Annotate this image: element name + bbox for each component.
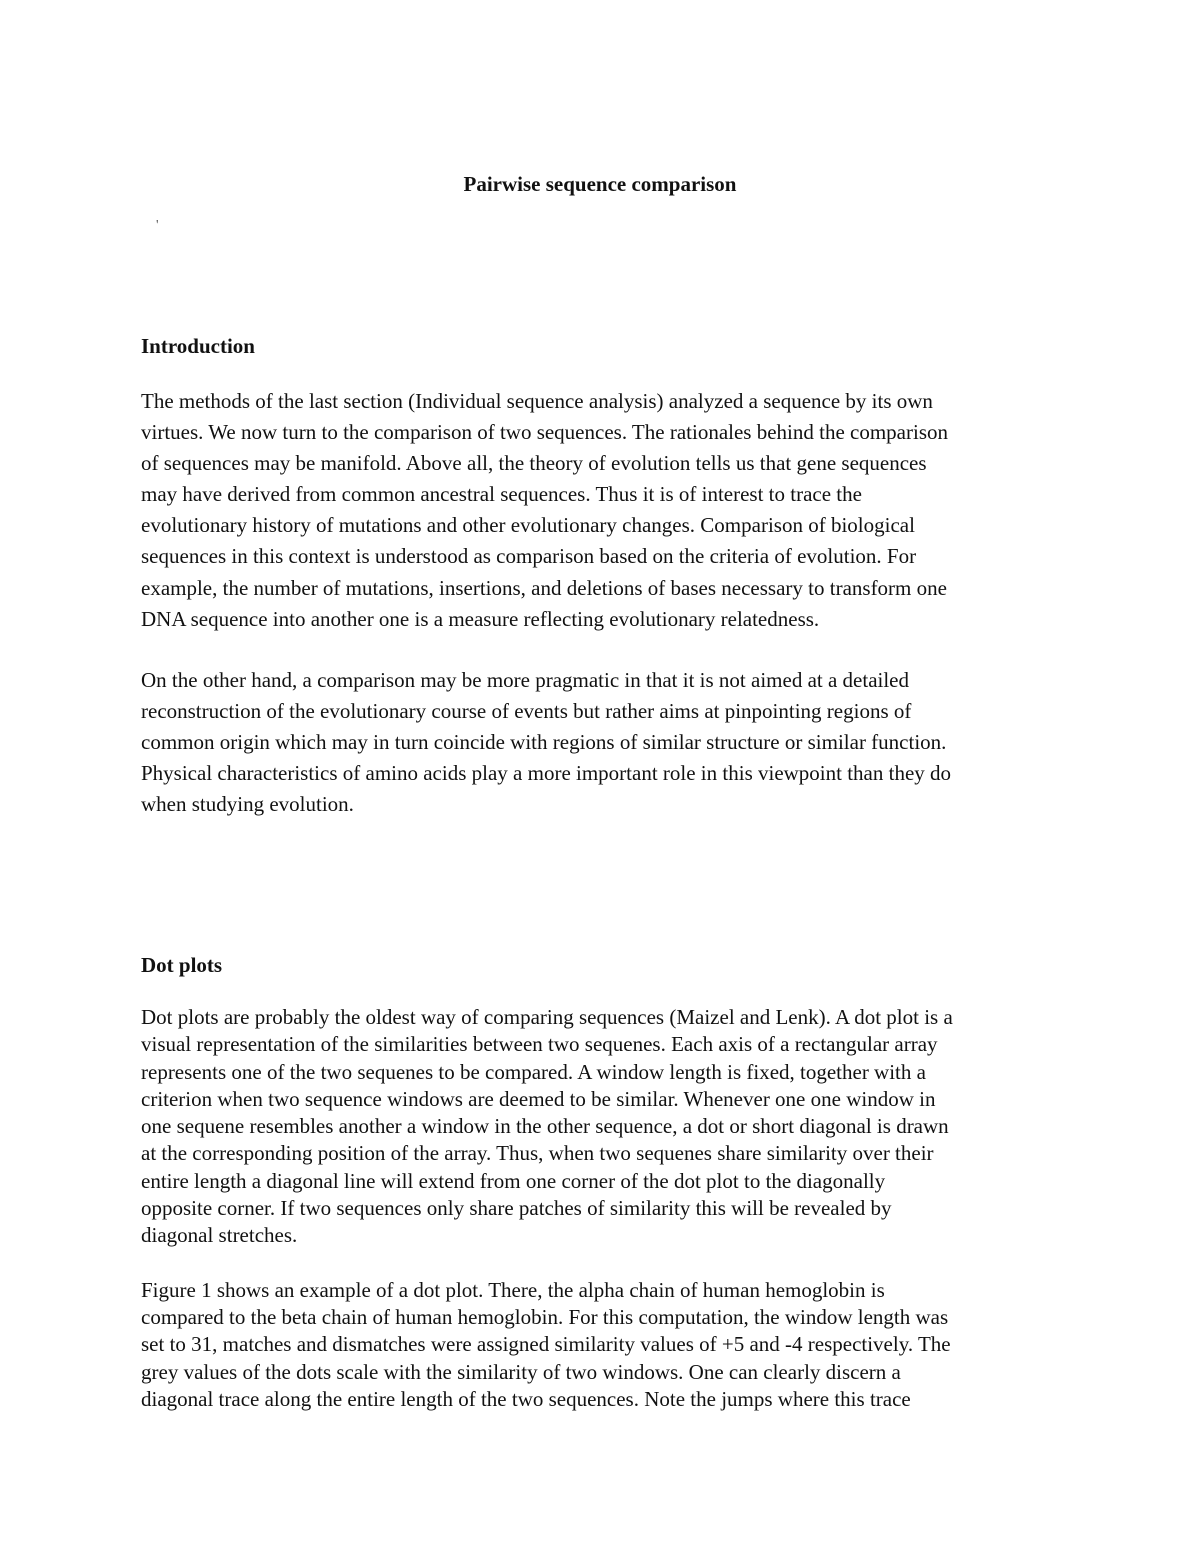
document-title: Pairwise sequence comparison [463, 172, 737, 196]
text-line: The methods of the last section (Individual sequence analysis) analyzed a sequence by its own [141, 389, 933, 413]
section-heading-dot-plots: Dot plots [141, 953, 223, 977]
text-line: Figure 1 shows an example of a dot plot. There, the alpha chain of human hemoglobin is [141, 1278, 885, 1302]
section-heading-introduction: Introduction [141, 334, 255, 358]
text-line: at the corresponding position of the array. Thus, when two sequenes share similarity over their [141, 1141, 934, 1166]
text-line: virtues. We now turn to the comparison of two sequences. The rationales behind the comparison [141, 420, 949, 445]
text-line: visual representation of the similarities between two sequenes. Each axis of a rectangular array [141, 1032, 938, 1057]
text-line: set to 31, matches and dismatches were assigned similarity values of +5 and -4 respectively. The [141, 1332, 951, 1357]
text-line: grey values of the dots scale with the similarity of two windows. One can clearly discern a [141, 1359, 901, 1384]
text-line: sequences in this context is understood as comparison based on the criteria of evolution. For [141, 544, 917, 569]
text-line: diagonal trace along the entire length of the two sequences. Note the jumps where this trace [141, 1386, 911, 1411]
text-line: represents one of the two sequenes to be compared. A window length is fixed, together with a [141, 1059, 926, 1084]
text-line: when studying evolution. [141, 792, 354, 817]
text-line: evolutionary history of mutations and other evolutionary changes. Comparison of biological [141, 513, 915, 538]
stray-mark: ' [156, 218, 159, 233]
text-line: of sequences may be manifold. Above all, the theory of evolution tells us that gene sequences [141, 451, 927, 476]
text-line: Physical characteristics of amino acids play a more important role in this viewpoint than they do [141, 761, 952, 786]
text-line: opposite corner. If two sequences only share patches of similarity this will be revealed by [141, 1196, 892, 1221]
text-line: Dot plots are probably the oldest way of comparing sequences (Maizel and Lenk). A dot plot is a [141, 1005, 953, 1029]
text-line: diagonal stretches. [141, 1223, 298, 1248]
introduction-paragraph-2 [141, 665, 1061, 820]
text-line: example, the number of mutations, insertions, and deletions of bases necessary to transform one [141, 575, 947, 600]
text-line: one sequene resembles another a window in the other sequence, a dot or short diagonal is drawn [141, 1114, 949, 1139]
text-line: criterion when two sequence windows are deemed to be similar. Whenever one one window in [141, 1086, 936, 1111]
text-line: compared to the beta chain of human hemoglobin. For this computation, the window length was [141, 1305, 949, 1330]
introduction-paragraph-1 [141, 386, 1061, 635]
text-line: common origin which may in turn coincide with regions of similar structure or similar function. [141, 730, 947, 755]
text-line: reconstruction of the evolutionary course of events but rather aims at pinpointing regions of [141, 699, 912, 724]
text-line: On the other hand, a comparison may be more pragmatic in that it is not aimed at a detailed [141, 668, 910, 692]
text-line: entire length a diagonal line will extend from one corner of the dot plot to the diagonally [141, 1168, 886, 1193]
text-line: may have derived from common ancestral sequences. Thus it is of interest to trace the [141, 482, 862, 507]
dot-plots-paragraph-2 [141, 1277, 1061, 1413]
dot-plots-paragraph-1 [141, 1004, 1061, 1250]
text-line: DNA sequence into another one is a measure reflecting evolutionary relatedness. [141, 606, 820, 631]
